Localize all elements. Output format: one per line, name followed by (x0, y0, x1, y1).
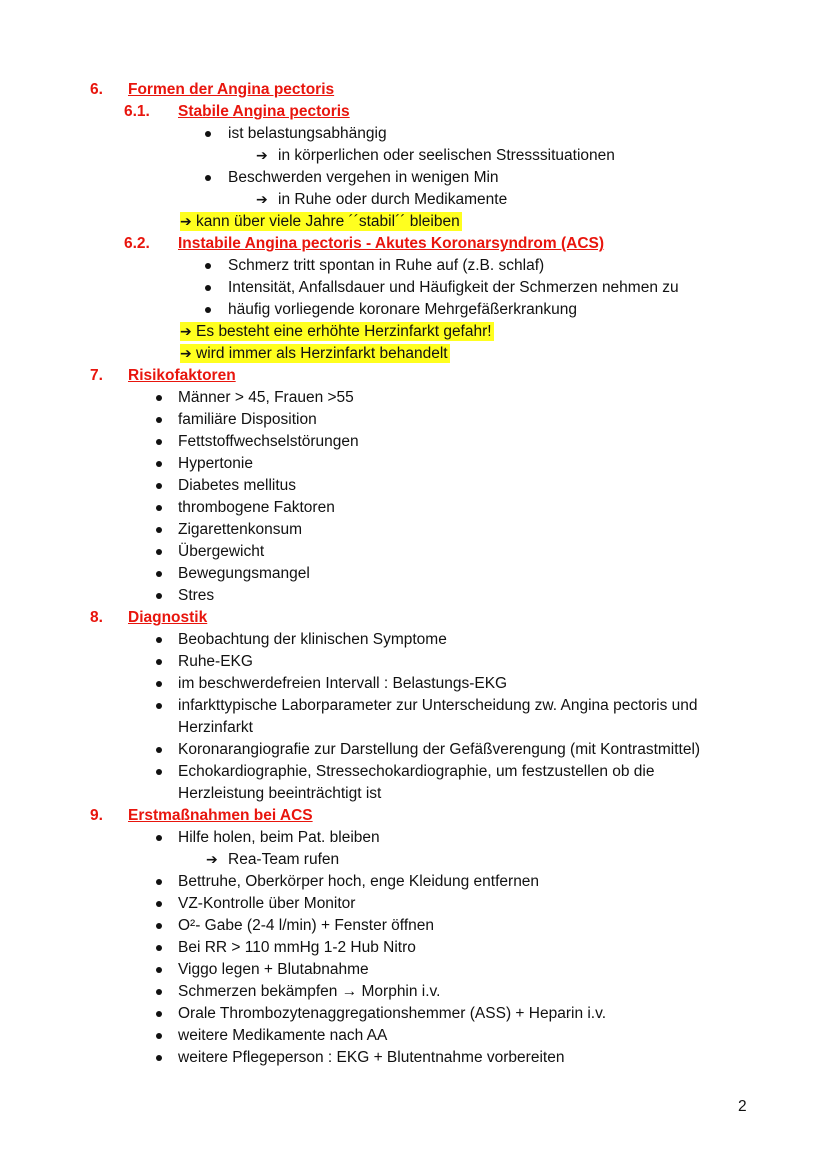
list-item: familiäre Disposition (178, 411, 317, 428)
arrow-icon: ➔ (256, 192, 268, 208)
list-item: weitere Pflegeperson : EKG + Blutentnahme vorbereiten (178, 1049, 565, 1066)
bullet (156, 417, 162, 423)
bullet (156, 549, 162, 555)
list-subitem: Rea-Team rufen (228, 851, 340, 868)
list-item: Beobachtung der klinischen Symptome (178, 631, 447, 648)
highlight-line (180, 322, 494, 342)
bullet (156, 505, 162, 511)
section-7-number: 7. (90, 367, 103, 384)
section-9-number: 9. (90, 807, 103, 824)
arrow-icon: ➔ (180, 324, 192, 340)
bullet (156, 703, 162, 709)
list-item-continuation: Herzleistung beeinträchtigt ist (178, 785, 382, 802)
bullet (156, 923, 162, 929)
bullet (156, 901, 162, 907)
section-8-title: Diagnostik (128, 609, 208, 626)
list-item: Schmerz tritt spontan in Ruhe auf (z.B. schlaf) (228, 257, 545, 274)
list-item: im beschwerdefreien Intervall : Belastungs-EKG (178, 675, 508, 692)
bullet (156, 945, 162, 951)
list-item: thrombogene Faktoren (178, 499, 335, 516)
highlight-text: kann über viele Jahre ´´stabil´´ bleiben (196, 213, 460, 230)
bullet (205, 175, 211, 181)
bullet (156, 747, 162, 753)
list-item: Schmerzen bekämpfen → Morphin i.v. (178, 983, 441, 1000)
section-6-title: Formen der Angina pectoris (128, 81, 335, 98)
bullet (156, 527, 162, 533)
bullet (156, 1011, 162, 1017)
list-item: infarkttypische Laborparameter zur Unterscheidung zw. Angina pectoris und (178, 697, 698, 714)
list-item: Zigarettenkonsum (178, 521, 303, 538)
bullet (156, 835, 162, 841)
page-number: 2 (738, 1098, 747, 1115)
bullet (156, 637, 162, 643)
list-item: Ruhe-EKG (178, 653, 253, 670)
list-item: O²- Gabe (2-4 l/min) + Fenster öffnen (178, 917, 434, 934)
list-item: häufig vorliegende koronare Mehrgefäßerkrankung (228, 301, 577, 318)
list-item: Übergewicht (178, 543, 265, 560)
list-item: Echokardiographie, Stressechokardiographie, um festzustellen ob die (178, 763, 655, 780)
bullet (156, 879, 162, 885)
list-item: Koronarangiografie zur Darstellung der Gefäßverengung (mit Kontrastmittel) (178, 741, 701, 758)
highlight-text: Es besteht eine erhöhte Herzinfarkt gefahr! (196, 323, 492, 340)
list-item: Bewegungsmangel (178, 565, 310, 582)
section-6-2-title: Instabile Angina pectoris - Akutes Koronarsyndrom (ACS) (178, 235, 605, 252)
list-item-continuation: Herzinfarkt (178, 719, 253, 736)
list-item: Bei RR > 110 mmHg 1-2 Hub Nitro (178, 939, 416, 956)
bullet (156, 769, 162, 775)
list-subitem: in Ruhe oder durch Medikamente (278, 191, 508, 208)
bullet (156, 681, 162, 687)
bullet (156, 395, 162, 401)
arrow-icon: ➔ (180, 346, 192, 362)
section-8-number: 8. (90, 609, 103, 626)
list-item: Orale Thrombozytenaggregationshemmer (ASS) + Heparin i.v. (178, 1005, 607, 1022)
list-item: Hypertonie (178, 455, 253, 472)
bullet (156, 461, 162, 467)
arrow-icon: ➔ (206, 852, 218, 868)
bullet (205, 263, 211, 269)
section-7-title: Risikofaktoren (128, 367, 236, 384)
arrow-icon: ➔ (180, 214, 192, 230)
list-item: Fettstoffwechselstörungen (178, 433, 359, 450)
list-item: Männer > 45, Frauen >55 (178, 389, 354, 406)
list-item: ist belastungsabhängig (228, 125, 387, 142)
list-item: Bettruhe, Oberkörper hoch, enge Kleidung entfernen (178, 873, 540, 890)
bullet (205, 285, 211, 291)
bullet (205, 131, 211, 137)
bullet (156, 593, 162, 599)
highlight-line (180, 212, 462, 232)
list-item: Hilfe holen, beim Pat. bleiben (178, 829, 380, 846)
list-subitem: in körperlichen oder seelischen Stresssituationen (278, 147, 615, 164)
list-item: Beschwerden vergehen in wenigen Min (228, 169, 499, 186)
list-item: Intensität, Anfallsdauer und Häufigkeit der Schmerzen nehmen zu (228, 279, 679, 296)
section-6-number: 6. (90, 81, 103, 98)
highlight-text: wird immer als Herzinfarkt behandelt (196, 345, 448, 362)
highlight-line (180, 344, 450, 364)
bullet (156, 967, 162, 973)
list-item: VZ-Kontrolle über Monitor (178, 895, 356, 912)
arrow-icon: ➔ (256, 148, 268, 164)
section-6-1-number: 6.1. (124, 103, 150, 120)
bullet (156, 571, 162, 577)
list-item: weitere Medikamente nach AA (178, 1027, 388, 1044)
section-6-1-title: Stabile Angina pectoris (178, 103, 350, 120)
bullet (156, 1033, 162, 1039)
bullet (156, 989, 162, 995)
bullet (156, 483, 162, 489)
bullet (156, 659, 162, 665)
bullet (156, 1055, 162, 1061)
bullet (156, 439, 162, 445)
bullet (205, 307, 211, 313)
list-item: Diabetes mellitus (178, 477, 297, 494)
section-9-title: Erstmaßnahmen bei ACS (128, 807, 313, 824)
list-item: Viggo legen + Blutabnahme (178, 961, 369, 978)
section-6-2-number: 6.2. (124, 235, 150, 252)
list-item: Stres (178, 587, 215, 604)
